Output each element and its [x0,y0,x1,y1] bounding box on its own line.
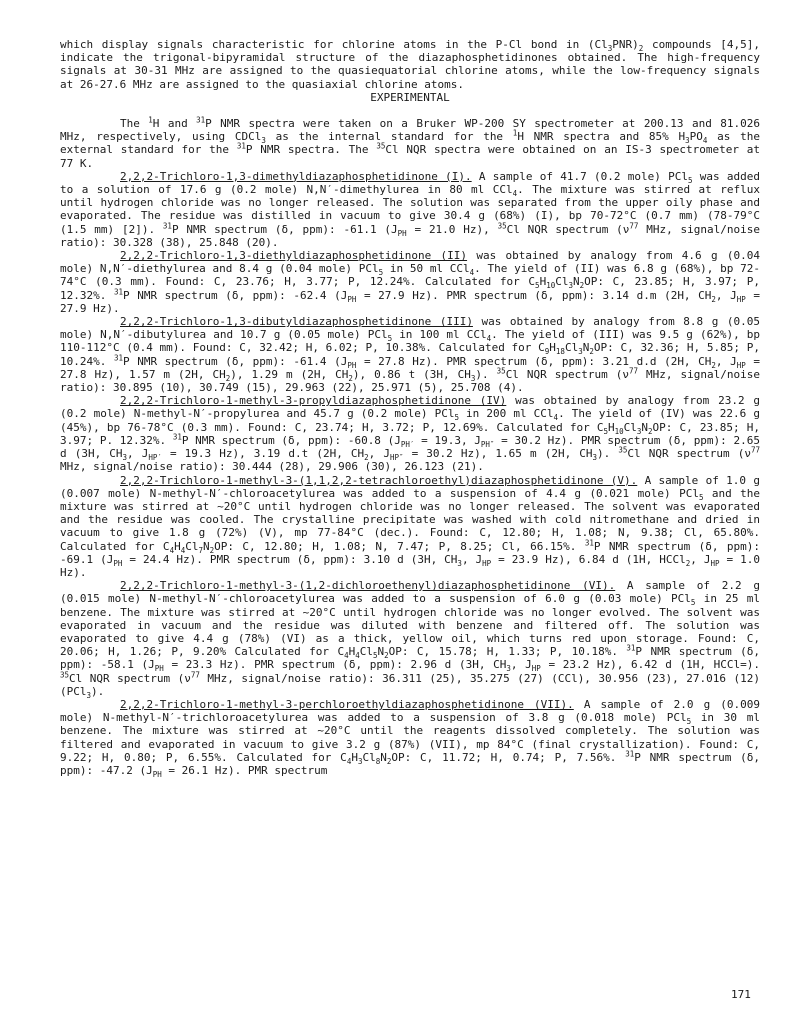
subscript: 2 [579,281,585,291]
text-run: . The yield of (II) was 6.8 g (68%), bp 72-74°C (0.3 mm). Found: C, 23.76; H, 3.77; P, 12.24%. Calculated for C [60,262,760,289]
compound-title: 2,2,2-Trichloro-1,3-diethyldiazaphosphetidinone (II) [120,249,468,263]
intro-paragraph [60,38,760,91]
text-run: P NMR spectrum (δ, ppm): -62.4 (J [122,288,348,302]
text-run: H [351,750,358,764]
text-run: PNR) [612,38,639,51]
text-run: P NMR spectra were taken on a Bruker WP-200 SY spectrometer at 200.13 and 81.026 MHz, respectively, using CDCl [60,117,760,144]
text-run: A sample of 1.0 g (0.007 mole) N-methyl-N′-chloroacetylurea was added to a suspension of 4.4 g (0.021 mole) PCl [60,473,760,500]
subscript: 8 [375,756,381,766]
text-run: P NMR spectrum (δ, ppm): -61.4 (J [122,354,348,368]
subscript: 3 [506,664,511,674]
subscript: 3 [470,374,476,384]
subscript: HP [531,664,541,674]
compound-title: 2,2,2-Trichloro-1-methyl-3-(1,2-dichloroethenyl)diazaphosphetidinone (VI). [120,579,616,593]
text-run: H [607,420,615,434]
subscript: 2 [648,426,653,436]
subscript: HP [482,558,492,568]
superscript: 31 [196,115,206,125]
superscript: 31 [113,353,123,363]
subscript: 7 [198,545,203,555]
text-run: Cl [362,750,376,764]
text-run: H NMR spectra and 85% H [517,130,686,144]
text-run: H and [152,117,197,131]
superscript: 31 [626,643,636,653]
superscript: 35 [618,445,628,455]
text-run: = 27.9 Hz). PMR spectrum (δ, ppm): 3.14 d.m (2H, CH [356,288,712,302]
text-run: , J [510,658,532,672]
text-run: Cl NQR spectrum (ν [506,222,630,236]
compound-title: 2,2,2-Trichloro-1,3-dibutyldiazaphosphetidinone (III) [120,315,473,329]
text-run: = 27.8 Hz), 1.57 m (2H, CH [60,354,761,381]
subscript: 2 [364,453,369,463]
subscript: 3 [261,136,266,146]
text-run: compounds [4,5], indicate the trigonal-bipyramidal structure of the diazaphosphetidinones obtained. The high-frequency signals at 30-31 MHz are assigned to the quasiequatorial chlorine atoms, while the low-frequency signals at 26-27.6 MHz are assigned to the quasiaxial chlorine atoms. [60,38,760,91]
text-run: ). [475,367,497,381]
superscript: 31 [172,432,182,442]
text-run: was obtained by analogy from 8.8 g (0.05 mole) N,N′-dibutylurea and 10.7 g (0.05 mole) PCl [60,315,760,342]
text-run: OP: C, 32.36; H, 5.85; P, 10.24%. [60,341,760,368]
text-run: = 1.0 Hz). [60,552,760,579]
text-run: was added to a solution of 17.6 g (0.2 mole) N,N′-dimethylurea in 80 ml CCl [60,169,761,197]
text-run: , J [690,552,711,566]
subscript: 2 [384,651,389,661]
text-run: , J [461,552,483,566]
superscript: 77 [750,445,760,455]
superscript: 31 [162,220,172,230]
text-run: = 30.2 Hz). PMR spectrum (δ, ppm): 2.65 d (3H, CH [60,433,760,461]
text-run: P NMR spectra. The [245,143,377,157]
text-run: . The yield of (IV) was 22.6 g (45%), bp 76-78°C (0.3 mm). Found: C, 23.74; H, 3.72; P, 12.69%. Calculated for C [60,407,760,434]
text-run: Cl [359,645,373,659]
compound-paragraph [60,249,760,315]
text-run: , J [715,288,737,302]
text-run: = 23.9 Hz), 6.84 d (1H, HCCl [491,552,686,566]
text-run: OP: C, 23.85; H, 3.97; P. 12.32%. [60,420,760,447]
text-run: Cl NQR spectrum (ν [627,447,751,461]
text-run: in 200 ml CCl [458,407,554,421]
subscript: 5 [387,334,393,344]
superscript: 35 [376,141,386,151]
subscript: HP [710,558,720,568]
text-run: Cl NQR spectrum (ν [69,671,191,685]
page-number: 171 [731,988,751,1001]
compound-paragraph [60,315,760,394]
superscript: 77 [190,669,200,679]
subscript: HP [736,360,746,370]
text-run: which display signals characteristic for chlorine atoms in the P-Cl bond in (Cl [60,38,608,51]
subscript: 3 [568,281,573,291]
subscript: 2 [685,558,691,568]
text-run: = 30.2 Hz), 1.65 m (2H, CH [403,447,593,461]
text-run: Cl [185,539,199,553]
subscript: 5 [603,426,608,436]
text-run: in 50 ml CCl [383,262,470,276]
text-run: ), 1.29 m (2H, CH [230,367,349,381]
text-run: , J [368,447,390,461]
compound-paragraph [60,579,760,698]
superscript: 31 [113,287,123,296]
subscript: 3 [636,426,642,436]
text-run: = 24.4 Hz). PMR spectrum (δ, ppm): 3.10 d (3H, CH [122,552,458,566]
subscript: 4 [180,545,186,555]
subscript: 4 [469,268,475,278]
text-run: = 19.3, J [414,433,481,447]
compound-paragraph [60,170,760,249]
text-run: OP: C, 23.85; H, 3.97; P, 12.32%. [60,275,760,302]
text-run: H [174,539,181,553]
text-run: was obtained by analogy from 4.6 g (0.04 mole) N,N′-diethylurea and 8.4 g (0.04 mole) PCl [60,249,761,276]
subscript: 3 [607,44,613,54]
superscript: 35 [60,669,70,679]
subscript: PH′ [400,440,415,450]
text-run: A sample of 2.2 g (0.015 mole) N-methyl-N′-chloroacetylurea was added to a suspension of 6.0 g (0.03 mole) PCl [60,579,760,606]
page-body [60,38,761,780]
section-heading-experimental: EXPERIMENTAL [370,90,450,104]
text-run: MHz, signal/noise ratio): 30.895 (10), 30.749 (15), 29.963 (22), 25.971 (5), 25.708 (4). [60,367,760,395]
subscript: PH [154,664,164,674]
text-run: Cl [555,275,569,289]
compound-list [60,169,761,780]
superscript: 31 [584,537,594,547]
superscript: 35 [496,366,506,376]
subscript: PH [347,294,357,304]
subscript: 4 [169,545,175,555]
experimental-intro-paragraph [60,117,760,170]
text-run: N [641,420,649,434]
subscript: 5 [690,598,696,608]
subscript: 5 [686,717,692,727]
compound-paragraph [60,474,760,580]
subscript: 2 [225,374,231,384]
text-run: was obtained by analogy from 23.2 g (0.2 mole) N-methyl-N′-propylurea and 45.7 g (0.2 mole) PCl [60,394,760,421]
text-run: in 30 ml benzene. The mixture was stirred at ~20°C until the reagents dissolved completely. The solution was filtered and evaporated in vacuum to give 3.2 g (87%) (VII), mp 84°C (final crystallization). Found: C, 9.22; H, 0.80; P, 6.55%. Calculated for C [60,711,760,764]
text-run: . The yield of (III) was 9.5 g (62%), bp 110-112°C (0.4 mm). Found: C, 32.42; H, 6.02; P, 10.38%. Calculated for C [60,328,760,355]
text-run: = 27.8 Hz). PMR spectrum (δ, ppm): 3.21 d.d (2H, CH [356,354,712,368]
compound-title: 2,2,2-Trichloro-1-methyl-3-(1,1,2,2-tetrachloroethyl)diazaphosphetidinone (V). [120,473,638,487]
subscript: PH [113,558,123,568]
text-run: N [380,750,387,764]
subscript: 5 [378,268,384,278]
text-run: MHz, signal/noise ratio): 30.328 (38), 25.848 (20). [60,222,761,249]
compound-paragraph [60,394,760,473]
text-run: MHz, signal/noise ratio): 36.311 (25), 35.275 (27) (CCl), 30.956 (23), 27.016 (12) (PCl [60,671,760,698]
subscript: PH [347,360,357,370]
text-run: = 23.3 Hz). PMR spectrum (δ, ppm): 2.96 d (3H, CH [163,658,507,672]
compound-title: 2,2,2-Trichloro-1,3-dimethyldiazaphosphetidinone (I). [120,169,472,183]
text-run: OP: C, 11.72; H, 0.74; P, 7.56%. [391,750,626,764]
text-run: N [582,341,590,355]
subscript: 2 [711,360,716,370]
subscript: 4 [553,413,559,423]
text-run: P NMR spectrum (δ, ppm): -69.1 (J [60,539,761,566]
subscript: HP [736,294,746,304]
text-run: The [120,117,149,131]
subscript: 5 [688,176,693,186]
text-run: P NMR spectrum (δ, ppm): -61.1 (J [171,222,398,236]
text-run: P NMR spectrum (δ, ppm): -47.2 (J [60,750,760,777]
text-run: N [377,645,385,659]
text-run: ). [91,684,105,698]
subscript: 3 [592,453,598,463]
subscript: 3 [685,136,690,146]
text-run: P NMR spectrum (δ, ppm): -58.1 (J [60,645,760,672]
subscript: 4 [512,189,518,199]
text-run: P NMR spectrum (δ, ppm): -60.8 (J [181,433,401,447]
text-run: Cl NQR spectra were obtained on an IS-3 spectrometer at 77 K. [60,143,760,170]
text-run: , J [715,354,737,368]
compound-title: 2,2,2-Trichloro-1-methyl-3-propyldiazaphosphetidinone (IV) [120,394,507,408]
subscript: PH″ [480,440,495,450]
superscript: 77 [629,366,639,376]
compound-paragraph [60,697,760,780]
text-run: as the external standard for the [60,130,761,157]
subscript: 5 [372,651,378,661]
text-run: A sample of 41.7 (0.2 mole) PCl [471,169,688,183]
text-run: H [549,341,556,355]
subscript: 9 [544,347,550,357]
text-run: PO [689,130,703,144]
text-run: . The mixture was stirred at reflux until hydrogen chloride was no longer released. The solution was separated from the upper oily phase and evaporated. The residue was distilled in vacuum to give 30.4 g (68%) (I), bp 70-72°C (0.7 mm) (78-79°C (1.5 mm) [2]). [60,183,761,236]
text-run: Cl [564,341,579,355]
text-run: = 27.9 Hz). [60,288,761,315]
text-run: = 21.0 Hz), [406,222,498,236]
text-run: MHz, signal/noise ratio): 30.444 (28), 29.906 (30), 26.123 (21). [60,460,484,474]
subscript: 4 [344,651,349,661]
subscript: PH [152,770,162,780]
subscript: 4 [346,756,352,766]
subscript: 18 [555,347,565,357]
text-run: ). [597,447,619,461]
text-run: and the mixture was stirred at ~20°C until hydrogen chloride was no longer released. The solvent was evaporated and the residue was cooled. The crystalline precipitate was washed with cold nitromethane and dried in vacuum to give 1.8 g (72%) (V), mp 77-84°C (dec.). Found: C, 12.80; H, 1.08; N, 9.38; Cl, 65.80%. Calculated for C [60,486,760,553]
subscript: 4 [486,334,492,344]
subscript: 2 [711,294,716,304]
subscript: 4 [702,136,708,146]
superscript: 1 [148,115,153,125]
text-run: Cl [623,420,637,434]
superscript: 77 [629,220,639,230]
text-run: OP: C, 15.78; H, 1.33; P, 10.18%. [388,645,627,659]
text-run: in 25 ml benzene. The mixture was stirred at ~20°C until hydrogen chloride was no longer evolved. The solvent was evaporated in vacuum and the residue was diluted with benzene and filtered off. The solution was evaporated to give 4.4 g (78%) (VI) as a thick, yellow oil, which turns red upon storage. Found: C, 20.06; H, 1.26; P, 9.20% Calculated for C [60,592,760,659]
subscript: 2 [386,756,392,766]
subscript: 2 [589,347,594,357]
subscript: 10 [614,426,624,436]
text-run: = 23.2 Hz), 6.42 d (1H, HCCl=). [540,658,760,672]
subscript: 4 [355,651,360,661]
text-run: = 19.3 Hz), 3.19 d.t (2H, CH [161,447,365,461]
text-run: as the internal standard for the [265,130,513,144]
superscript: 31 [236,141,246,151]
text-run: A sample of 2.0 g (0.009 mole) N-methyl-N′-trichloroacetylurea was added to a suspension of 3.8 g (0.018 mole) PCl [60,697,760,725]
subscript: HP″ [389,453,404,463]
subscript: 3 [122,453,128,463]
subscript: 2 [638,44,644,54]
superscript: 35 [497,220,507,230]
subscript: 2 [348,374,353,384]
text-run: Cl NQR spectrum (ν [505,367,629,381]
subscript: 3 [357,756,363,766]
subscript: 3 [457,558,462,568]
text-run: H [539,275,547,289]
subscript: 10 [546,281,556,291]
superscript: 31 [625,749,635,759]
subscript: 5 [454,413,459,423]
subscript: 5 [698,492,704,502]
subscript: 2 [209,545,215,555]
subscript: 3 [86,690,92,700]
text-run: N [202,539,210,553]
text-run: N [572,275,580,289]
subscript: HP′ [148,453,162,463]
text-run: = 26.1 Hz). PMR spectrum [161,763,328,777]
compound-title: 2,2,2-Trichloro-1-methyl-3-perchloroethyldiazaphosphetidinone (VII). [120,697,574,711]
subscript: 5 [535,281,540,291]
text-run: , J [127,447,149,461]
text-run: OP: C, 12.80; H, 1.08; N, 7.47; P, 8.25; Cl, 66.15%. [214,539,585,553]
text-run: H [348,645,356,659]
subscript: PH [397,228,407,238]
text-run: in 100 ml CCl [392,328,487,342]
subscript: 3 [578,347,583,357]
superscript: 1 [512,128,518,138]
text-run: ), 0.86 t (3H, CH [352,367,471,381]
